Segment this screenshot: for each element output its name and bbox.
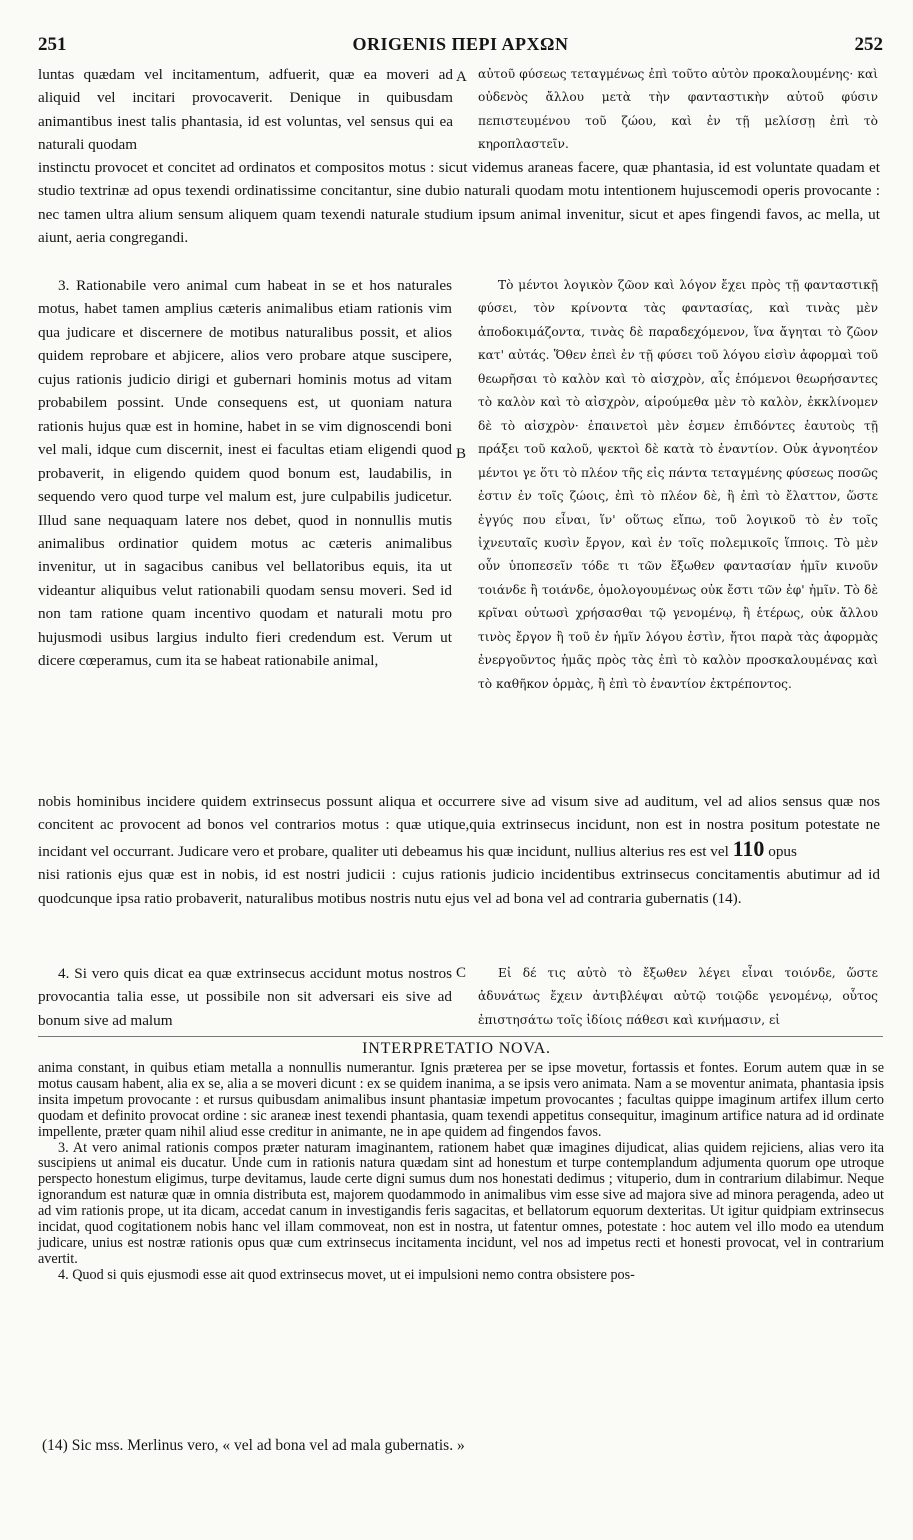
greek-column-c: [478, 962, 878, 1032]
nova-paragraph-4: 4. Quod si quis ejusmodi esse ait quod extrinsecus movet, ut ei impulsioni nemo contra obsistere pos-: [58, 1266, 635, 1283]
latin-full-width-2: [38, 790, 880, 910]
section-title: INTERPRETATIO NOVA.: [362, 1040, 551, 1057]
section-divider: [38, 1036, 883, 1037]
margin-number: 110: [732, 835, 765, 861]
greek-column-a: [478, 63, 878, 157]
margin-word: opus: [768, 842, 797, 860]
nova-paragraph-3: 3. At vero animal rationis compos præter naturam imaginantem, rationem habet quæ imagines dijudicat, alias quidem rejiciens, alias vero ita suscipiens ut animal eis ducatur. Unde cum in rationis natura quædam sint ad honestum et turpe contemplandum adjumenta quorum ope utroque perspecto honestum eligimus, turpe devitamus, laude certe digni sumus dum nos honestati dedimus ; vituperio, dum in contrarium dilabimur. Neque ignorandum est naturæ quæ in omnia distributa est, majorem quodammodo in animalibus vim esse sive ad majora sive ad minora peragenda, adeo ut ad vim rationis prope, ut ita dicam, accedat canum in investigandis feris sagacitas, et bellatorum equorum dexteritas. Ut igitur quidpiam extrinsecus incidat, quod cogitationem nobis hanc vel illam commoveat, non est in nostra, ut fatentur omnes, potestate : hoc autem vel illo modo ea utendum judicare, unius est nostræ rationis opus quæ cum extrinsecus incitamenta incidunt, vel nos ad impetus recti et honesti provocat, vel in contrarium avertit.: [38, 1139, 884, 1267]
latin-paragraph-3: 3. Rationabile vero animal cum habeat in se et hos naturales motus, habet tamen amplius cæteris animalibus etiam rationis vim qua judicare et discernere de motibus naturalibus possit, et alios quidem reprobare et abjicere, alios vero probare atque suscipere, cujus rationis judicio dirigi et gubernari hominis motus ad vitam probabilem possint. Unde consequens est, ut quoniam natura rationis hujus quæ est in homine, habet in se vim dignoscendi boni vel mali, idque cum discernit, inest ei facultas etiam eligendi quod probaverit, in eligendo quidem quod bonum est, laudabilis, in sequendo vero quod turpe vel malum est, jure culpabilis judicetur. Illud sane nequaquam latere nos debet, quod in nonnullis mutis animalibus ordinatior quidem motus ac cæteris animalibus invenitur, ut in sagacibus canibus vel bellatoribus equis, ita ut videantur aliquibus velut rationabili quodam sensu moveri. Sed id non tam ratione quam incentivo quodam et naturali motu pro hujusmodi usibus largius indulto fieri credendum est. Verum ut dicere cœperamus, cum ita se habeat rationabile animal,: [38, 277, 452, 670]
greek-paragraph-a: αὐτοῦ φύσεως τεταγμένως ἐπὶ τοῦτο αὐτὸν προκαλουμένης· καὶ οὐδενὸς ἄλλου μετὰ τὴν φανταστικὴν αὐτοῦ φύσιν πεπιστευμένου τοῦ ζώου, καὶ ἐν τῇ μελίσσῃ ἐπὶ τὸ κηροπλαστεῖν.: [478, 67, 878, 152]
footnote: (14) Sic mss. Merlinus vero, « vel ad bona vel ad mala gubernatis. »: [42, 1437, 465, 1454]
latin-column-4: [38, 962, 452, 1032]
page-number-right: 252: [854, 34, 883, 55]
marker-a: A: [456, 69, 467, 85]
latin-paragraph-full-2a: [38, 790, 880, 863]
latin-full-width-1: [38, 156, 880, 250]
running-header: [38, 34, 883, 58]
interpretatio-nova-text: [38, 1061, 884, 1284]
latin-text-2a: nobis hominibus incidere quidem extrinsecus possunt aliqua et occurrere sive ad visum sive ad auditum, vel ad alios sensus quæ nos concitent ac provocent ad bonos vel contrarios motus : quæ utique,quia extrinsecus incidunt, non est in nostra positum potestate ne incidant vel occurrant. Judicare vero et probare, qualiter uti debeamus his quæ incidunt, nullius alterius res est vel: [38, 793, 880, 860]
greek-paragraph-b: Τὸ μέντοι λογικὸν ζῶον καὶ λόγον ἔχει πρὸς τῇ φανταστικῇ φύσει, τὸν κρίνοντα τὰς φαντασίας, καὶ τινὰς μὲν ἀποδοκιμάζοντα, τινὰς δὲ παραδεχόμενον, ἵνα ἄγηται τὸ ζῶον κατ' αὐτάς. Ὅθεν ἐπεὶ ἐν τῇ φύσει τοῦ λόγου εἰσὶν ἀφορμαὶ τοῦ θεωρῆσαι τὸ καλὸν καὶ τὸ αἰσχρὸν, αἷς ἑπόμενοι θεωρήσαντες τὸ καλὸν καὶ τὸ αἰσχρὸν, αἱρούμεθα μὲν τὸ καλὸν, ἐκκλίνομεν δὲ τὸ αἰσχρὸν· ἐπαινετοὶ μὲν ἐσμεν ἐπιδόντες ἑαυτοὺς τῇ πράξει τοῦ καλοῦ, ψεκτοὶ δὲ κατὰ τὸ ἐναντίον. Οὐκ ἀγνοητέον μέντοι γε ὅτι τὸ πλέον τῆς εἰς πάντα τεταγμένης φύσεως ποσῶς ἐστιν ἐν τοῖς ζώοις, ἐπὶ τὸ πλέον δὲ, ἢ ἐπὶ τὸ ἔλαττον, ὥστε ἐγγύς που εἶναι, ἵν' οὕτως εἴπω, τοῦ λογικοῦ τὸ ἐν τοῖς ἰχνευταῖς κυσὶν ἔργον, καὶ ἐν τοῖς πολεμικοῖς ἵπποις. Τὸ μὲν οὖν ὑποπεσεῖν τόδε τι τῶν ἔξωθεν φαντασίαν ἡμῖν κινοῦν τοιάνδε ἢ τοιάνδε, ὁμολογουμένως οὐκ ἔστι τῶν ἐφ' ἡμῖν. Τὸ δὲ κρῖναι οὑτωσὶ χρήσασθαι τῷ γενομένῳ, ἢ ἑτέρως, οὐκ ἄλλου τινὸς ἔργον ἢ τοῦ ἐν ἡμῖν λόγου ἐστὶν, ἤτοι παρὰ τὰς ἀφορμὰς ἐνεργοῦντος ἡμᾶς πρὸς τὰς ἐπὶ τὸ καλὸν προσκαλουμένας καὶ τὸ καθῆκον ὁρμὰς, ἢ ἐπὶ τὸ ἐναντίον ἐκτρέποντος.: [478, 278, 878, 691]
marker-c: C: [456, 965, 467, 981]
latin-paragraph-top: luntas quædam vel incitamentum, adfuerit, quæ ea moveri ad aliquid vel incitari provocaverit. Denique in quibusdam animantibus inest talis phantasia, id est voluntas, vel sensus qui ea naturali quodam: [38, 66, 453, 154]
page-number-left: 251: [38, 34, 67, 55]
greek-column-b: [478, 274, 878, 696]
running-title: ORIGENIS ΠΕΡΙ ΑΡΧΩΝ: [352, 34, 569, 54]
latin-column-3: [38, 274, 452, 673]
nova-paragraph-1: anima constant, in quibus etiam metalla a nonnullis numerantur. Ignis præterea per se ipse movetur, fortassis et fontes. Eorum autem quæ in se motus causam habent, alia ex se, alia a se moveri dicunt : ex se quidem inanima, a se ipsis vero animata. Nam a se moventur animata, phantasia ipsis insita impetum provocante : et rursus quibusdam animalibus insunt phantasiæ impetum provocantes ; facultas quippe imaginum artifex illum certo quodam et definito provocat ordine : sic araneæ inest texendi phantasia, quam texendi appetitus consequitur, imaginum artifice natura ad id ordinate impellente, præter quam nihil aliud esse creditur in animante, ne in ape quidem ad fingendos favos.: [38, 1060, 884, 1140]
latin-paragraph-full-2b: nisi rationis ejus quæ est in nobis, id est nostri judicii : cujus rationis judicio incidentibus extrinsecus concitamentis abutimur ad id quodcunque ipsa ratio probaverit, naturalibus motibus nostris nutu ejus vel ad bona vel ad contraria gubernatis (14).: [38, 866, 880, 907]
latin-column-top: [38, 63, 453, 157]
latin-paragraph-4: 4. Si vero quis dicat ea quæ extrinsecus accidunt motus nostros provocantia talia esse, ut possibile non sit adversari eis sive ad bonum sive ad malum: [38, 965, 452, 1029]
latin-paragraph-full-1: instinctu provocet et concitet ad ordinatos et compositos motus : sicut videmus araneas facere, quæ phantasia, id est voluntate quadam et studio textrinæ ad opus texendi ordinatissime concitantur, sine dubio naturali quodam motu intentionem hujuscemodi operis provocante : nec tamen ultra alium sensum aliquem quam texendi naturale studium ipsum animal invenitur, sicut et apes fingendi favos, ac mella, ut aiunt, aeria congregandi.: [38, 159, 880, 247]
marker-b: B: [456, 446, 467, 462]
greek-paragraph-c: Εἰ δέ τις αὐτὸ τὸ ἔξωθεν λέγει εἶναι τοιόνδε, ὥστε ἀδυνάτως ἔχειν ἀντιβλέψαι αὐτῷ τοιῷδε γενομένῳ, οὗτος ἐπιστησάτω τοῖς ἰδίοις πάθεσι καὶ κινήμασιν, εἰ: [478, 966, 878, 1027]
